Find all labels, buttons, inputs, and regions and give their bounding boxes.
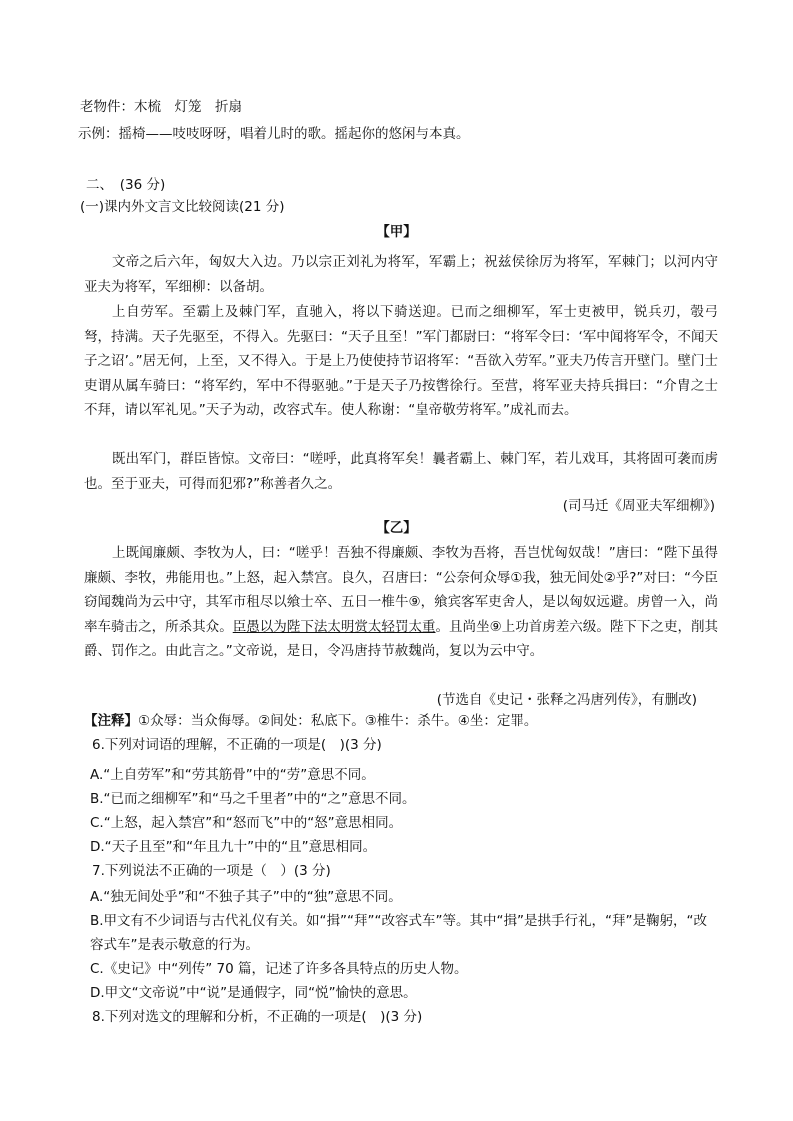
q7-option-c: C.《史记》中“列传” 70 篇，记述了许多各具特点的历史人物。 [90, 961, 468, 977]
q7-option-d: D.甲文“文帝说”中“说”是通假字，同“悦”愉快的意思。 [90, 985, 417, 1001]
jia-source: (司马迁《周亚夫军细柳》) [562, 498, 715, 514]
notes-text: ①众辱：当众侮辱。②间处：私底下。③椎牛：杀牛。④坐：定罪。 [138, 713, 538, 729]
passage-yi-title: 【乙】 [376, 520, 417, 536]
q7-option-b: B.甲文有不少词语与古代礼仪有关。如“揖”“拜”“改容式车”等。其中“揖”是拱手行礼，“拜”是鞠躬，“改容式车”是表示敬意的行为。 [90, 913, 707, 953]
question-8-stem: 8.下列对选文的理解和分析，不正确的一项是( )(3 分) [92, 1009, 423, 1025]
yi-underlined-sentence: 臣愚以为陛下法太明赏太轻罚太重 [232, 618, 436, 635]
jia-paragraph-1: 文帝之后六年，匈奴大入边。乃以宗正刘礼为将军，军霸上；祝兹侯徐厉为将军，军棘门；以河内守亚夫为将军，军细柳：以备胡。 [84, 254, 718, 295]
jia-paragraph-3: 既出军门，群臣皆惊。文帝曰：“嗟呼，此真将军矣！曩者霸上、棘门军，若儿戏耳，其将固可袭而虏也。至于亚夫，可得而犯邪?”称善者久之。 [84, 451, 718, 492]
yi-source: (节选自《史记・张释之冯唐列传》，有删改) [436, 692, 697, 708]
q6-option-b: B.“已而之细柳军”和“马之千里者”中的“之”意思不同。 [90, 791, 416, 807]
notes-line [84, 712, 537, 730]
example-line: 示例：摇椅——吱吱呀呀，唱着儿时的歌。摇起你的悠闲与本真。 [78, 126, 470, 142]
question-6-stem: 6.下列对词语的理解，不正确的一项是( )(3 分) [92, 737, 382, 753]
q7-option-a: A.“独无间处乎”和“不独子其子”中的“独”意思不同。 [90, 889, 402, 905]
old-objects-line: 老物件：木梳 灯笼 折扇 [80, 99, 242, 115]
jia-paragraph-2: 上自劳军。至霸上及棘门军，直驰入，将以下骑送迎。已而之细柳军，军士吏被甲，锐兵刃，彀弓弩，持满。天子先驱至，不得入。先驱曰：“天子且至！”军门都尉曰：“将军令曰：‘军中闻将军令，不闻天子之诏’。”居无何，上至，又不得入。于是上乃使使持节诏将军：“吾欲入劳军。”亚夫乃传言开壁门。壁门士吏谓从属车骑曰：“将军约，军中不得驱驰。”于是天子乃按辔徐行。至营，将军亚夫持兵揖曰：“介胄之士不拜，请以军礼见。”天子为动，改容式车。使人称谢：“皇帝敬劳将军。”成礼而去。 [84, 304, 718, 418]
notes-label: 【注释】 [84, 713, 138, 729]
q6-option-a: A.“上自劳军”和“劳其筋骨”中的“劳”意思不同。 [90, 767, 375, 783]
question-7-stem: 7.下列说法不正确的一项是（ ）(3 分) [92, 863, 331, 879]
passage-jia-title: 【甲】 [376, 224, 417, 240]
section-heading: 二、 (36 分) [86, 177, 166, 193]
yi-paragraph [84, 541, 718, 664]
yi-text-a: 上既闻廉颇、李牧为人，曰：“嗟乎！吾独不得廉颇、李牧为吾将，吾岂忧匈奴哉！”唐曰：“陛下虽得廉颇、李牧，弗能用也。”上怒，起入禁宫。良久，召唐曰：“公奈何众辱①我，独无间处②乎?”对曰：“今臣窃闻魏尚为云中守，其军市租尽以飨士卒、五日一椎牛⑨，飨宾客军吏舍人，是以匈奴远避。虏曾一入，尚率车骑击之，所杀其众。 [84, 545, 718, 635]
q6-option-c: C.“上怒，起入禁宫”和“怒而飞”中的“怒”意思相同。 [90, 815, 403, 831]
q6-option-d: D.“天子且至”和“年且九十”中的“且”意思相同。 [90, 839, 377, 855]
yi-text-b: 。且尚坐⑨上功首虏差六级。陛下下之吏，削其爵、罚作之。由此言之。”文帝说，是日，令冯唐持节赦魏尚，复以为云中守。 [84, 618, 719, 659]
section-subheading: (一)课内外文言文比较阅读(21 分) [80, 199, 285, 215]
